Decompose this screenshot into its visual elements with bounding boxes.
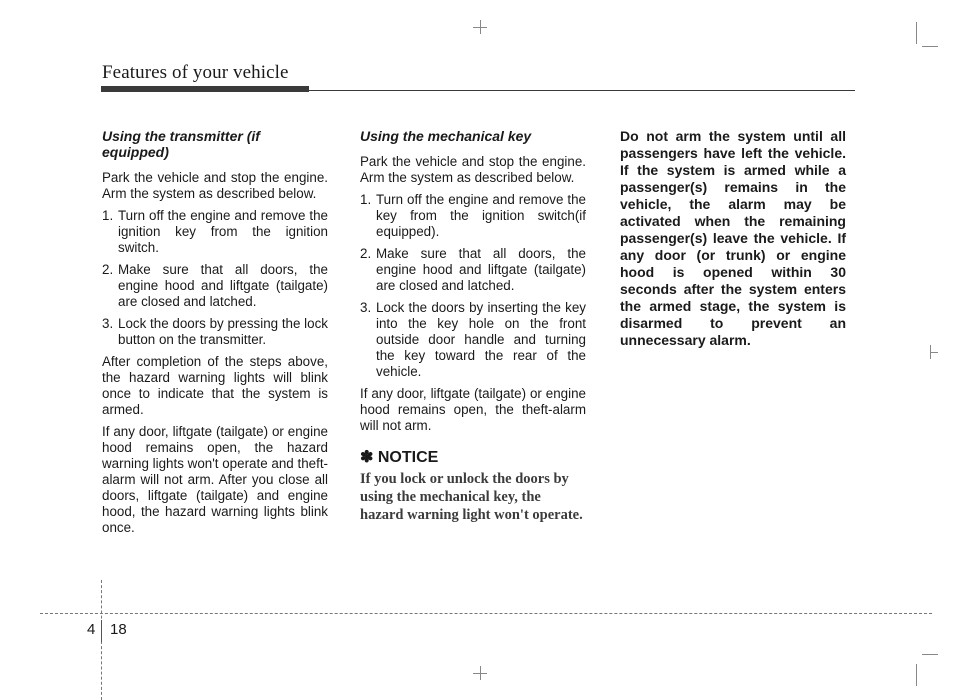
notice-heading: ✽ NOTICE	[360, 449, 439, 466]
list-item	[360, 192, 586, 240]
crop-mark-bottom-right-v	[916, 664, 917, 686]
body-paragraph: If any door, liftgate (tailgate) or engine hood remains open, the hazard warning lights won't operate and theft-alarm will not arm. After you close all doors, liftgate (tailgate) and engine hood, the hazard warning lights blink once.	[102, 424, 328, 535]
steps-list	[102, 208, 328, 348]
header-accent-bar	[101, 86, 309, 92]
step-text: Make sure that all doors, the engine hood and liftgate (tailgate) are closed and latched.	[376, 246, 586, 293]
step-number: 2.	[360, 246, 372, 261]
body-paragraph: If any door, liftgate (tailgate) or engine hood remains open, the theft-alarm will not arm.	[360, 386, 586, 433]
step-number: 2.	[102, 262, 114, 277]
body-paragraph: After completion of the steps above, the hazard warning lights will blink once to indicate that the system is armed.	[102, 354, 328, 417]
step-text: Lock the doors by pressing the lock button on the transmitter.	[118, 316, 328, 347]
step-number: 1.	[360, 192, 372, 207]
warning-paragraph: Do not arm the system until all passengers have left the vehicle. If the system is armed while a passenger(s) remains in the vehicle, the alarm may be activated when the remaining passenger(s) leave the vehicle. If any door (or trunk) or engine hood is opened within 30 seconds after the system enters the armed stage, the system is disarmed to prevent an unnecessary alarm.	[620, 128, 846, 348]
chapter-number: 4	[87, 621, 96, 638]
page-number-divider	[101, 620, 102, 642]
crop-mark-top-right-h	[922, 46, 938, 47]
intro-paragraph: Park the vehicle and stop the engine. Arm the system as described below.	[102, 170, 328, 201]
notice-body: If you lock or unlock the doors by using the mechanical key, the hazard warning light won't operate.	[360, 471, 583, 523]
crop-mark-bottom-center-h	[473, 673, 487, 674]
column-transmitter	[102, 128, 328, 542]
step-number: 3.	[360, 300, 372, 315]
list-item	[102, 208, 328, 256]
intro-paragraph: Park the vehicle and stop the engine. Arm the system as described below.	[360, 154, 586, 185]
crop-mark-top-center-h	[473, 27, 487, 28]
step-text: Make sure that all doors, the engine hood and liftgate (tailgate) are closed and latched.	[118, 262, 328, 309]
steps-list	[360, 192, 586, 380]
header-rule	[309, 90, 855, 91]
section-heading-mechanical-key: Using the mechanical key	[360, 128, 532, 144]
step-text: Turn off the engine and remove the ignition key from the ignition switch.	[118, 208, 328, 255]
column-mechanical-key	[360, 128, 586, 524]
step-text: Lock the doors by inserting the key into the key hole on the front outside door handle and turning the key toward the rear of the vehicle.	[376, 300, 586, 379]
page-header-title: Features of your vehicle	[102, 62, 289, 83]
step-number: 3.	[102, 316, 114, 331]
list-item	[360, 300, 586, 380]
crop-mark-bottom-right-h	[922, 654, 938, 655]
column-warning	[620, 128, 846, 355]
step-number: 1.	[102, 208, 114, 223]
list-item	[360, 246, 586, 294]
crop-mark-right-middle-h	[930, 352, 938, 353]
page-number: 18	[110, 621, 127, 638]
step-text: Turn off the engine and remove the key from the ignition switch(if equipped).	[376, 192, 586, 239]
crop-mark-top-right-v	[916, 22, 917, 44]
footer-dashed-rule	[40, 613, 932, 614]
list-item	[102, 262, 328, 310]
section-heading-transmitter: Using the transmitter (if equipped)	[102, 128, 260, 160]
list-item	[102, 316, 328, 348]
